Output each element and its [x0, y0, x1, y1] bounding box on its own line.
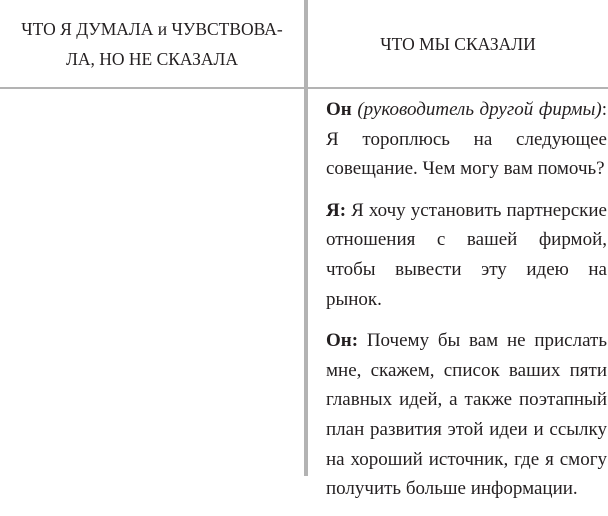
- line-text: Я хочу установить партнерские отношения с вашей фирмой, чтобы вывести эту идею на рынок.: [326, 199, 607, 310]
- speaker: Он:: [326, 330, 359, 352]
- line-text: Почему бы вам не прислать мне, скажем, список ваших пяти главных идей, а также поэтапный план развития этой идеи и ссылку на хороший источник, где я смогу получить больше информации.: [326, 330, 607, 500]
- dialogue-column: [326, 95, 607, 516]
- dialogue-line: [326, 95, 607, 184]
- header-thought-not-said: [0, 0, 304, 87]
- speaker-note: (руководитель другой фирмы): [357, 99, 602, 120]
- header-divider: [0, 87, 608, 89]
- speaker: Он: [326, 99, 352, 120]
- header-left-text: ЧТО Я ДУМАЛА и ЧУВСТВОВА-ЛА, НО НЕ СКАЗАЛА: [21, 18, 283, 69]
- header-right-text: ЧТО МЫ СКАЗАЛИ: [380, 33, 536, 54]
- dialogue-line: [326, 326, 607, 504]
- speaker: Я:: [326, 199, 347, 221]
- line-text: : Я тороплюсь на следующее совещание. Чем могу вам помочь?: [326, 99, 608, 180]
- header-what-we-said: [308, 0, 608, 87]
- dialogue-line: [326, 196, 607, 314]
